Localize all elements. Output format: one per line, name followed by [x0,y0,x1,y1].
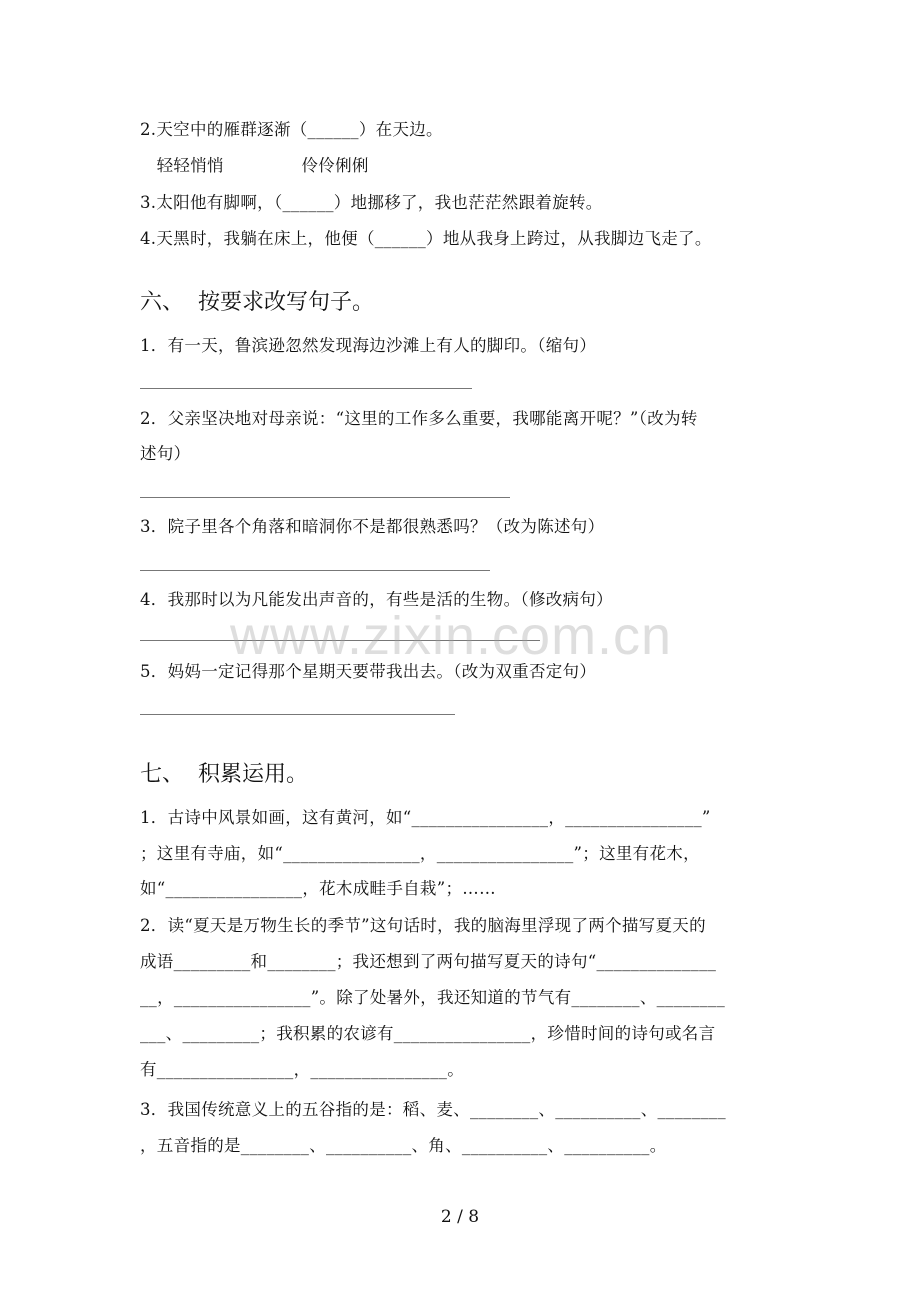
watermark: www.zixin.com.cn [230,606,673,666]
question-line: 如“________________，花木成畦手自栽”；…… [140,879,496,898]
section-heading: 七、 积累运用。 [140,762,308,787]
question-line: 5．妈妈一定记得那个星期天要带我出去。（改为双重否定句） [140,662,597,681]
answer-line [140,714,455,715]
page-number: 2 / 8 [440,1207,480,1227]
question-line: ，五音指的是________、__________、角、__________、__________。 [140,1136,667,1155]
question-line: 3．我国传统意义上的五谷指的是：稻、麦、________、__________、________ [140,1100,726,1119]
question-line: 2．父亲坚决地对母亲说：“这里的工作多么重要，我哪能离开呢？”（改为转 [140,409,698,428]
answer-line [140,570,490,571]
question-line: __，________________”。除了处暑外，我还知道的节气有________、________ [140,988,726,1007]
answer-line [140,388,472,389]
question-line: 4．我那时以为凡能发出声音的，有些是活的生物。（修改病句） [140,590,613,609]
question-line: 2．读“夏天是万物生长的季节”这句话时，我的脑海里浮现了两个描写夏天的 [140,916,706,935]
question-line: 1．有一天，鲁滨逊忽然发现海边沙滩上有人的脚印。（缩句） [140,336,597,355]
word-options: 轻轻悄悄 伶伶俐俐 [140,156,369,175]
question-line: ___、_________；我积累的农谚有________________，珍惜时间的诗句或名言 [140,1024,716,1043]
question-line: 3.太阳他有脚啊，（______）地挪移了，我也茫茫然跟着旋转。 [140,193,603,212]
section-heading: 六、 按要求改写句子。 [140,290,374,315]
question-line: 3．院子里各个角落和暗洞你不是都很熟悉吗？（改为陈述句） [140,517,605,536]
question-line: 2.天空中的雁群逐渐（______）在天边。 [140,120,443,139]
question-line: 1．古诗中风景如画，这有黄河，如“________________，________________” [140,808,711,827]
answer-line [140,497,510,498]
question-line: 4.天黑时，我躺在床上，他便（______）地从我身上跨过，从我脚边飞走了。 [140,229,712,248]
question-line: 成语_________和________；我还想到了两句描写夏天的诗句“______________ [140,952,717,971]
question-line: 有________________，________________。 [140,1060,464,1079]
question-line: 述句） [140,444,191,463]
question-line: ；这里有寺庙，如“________________，________________”；这里有花木， [140,844,700,863]
